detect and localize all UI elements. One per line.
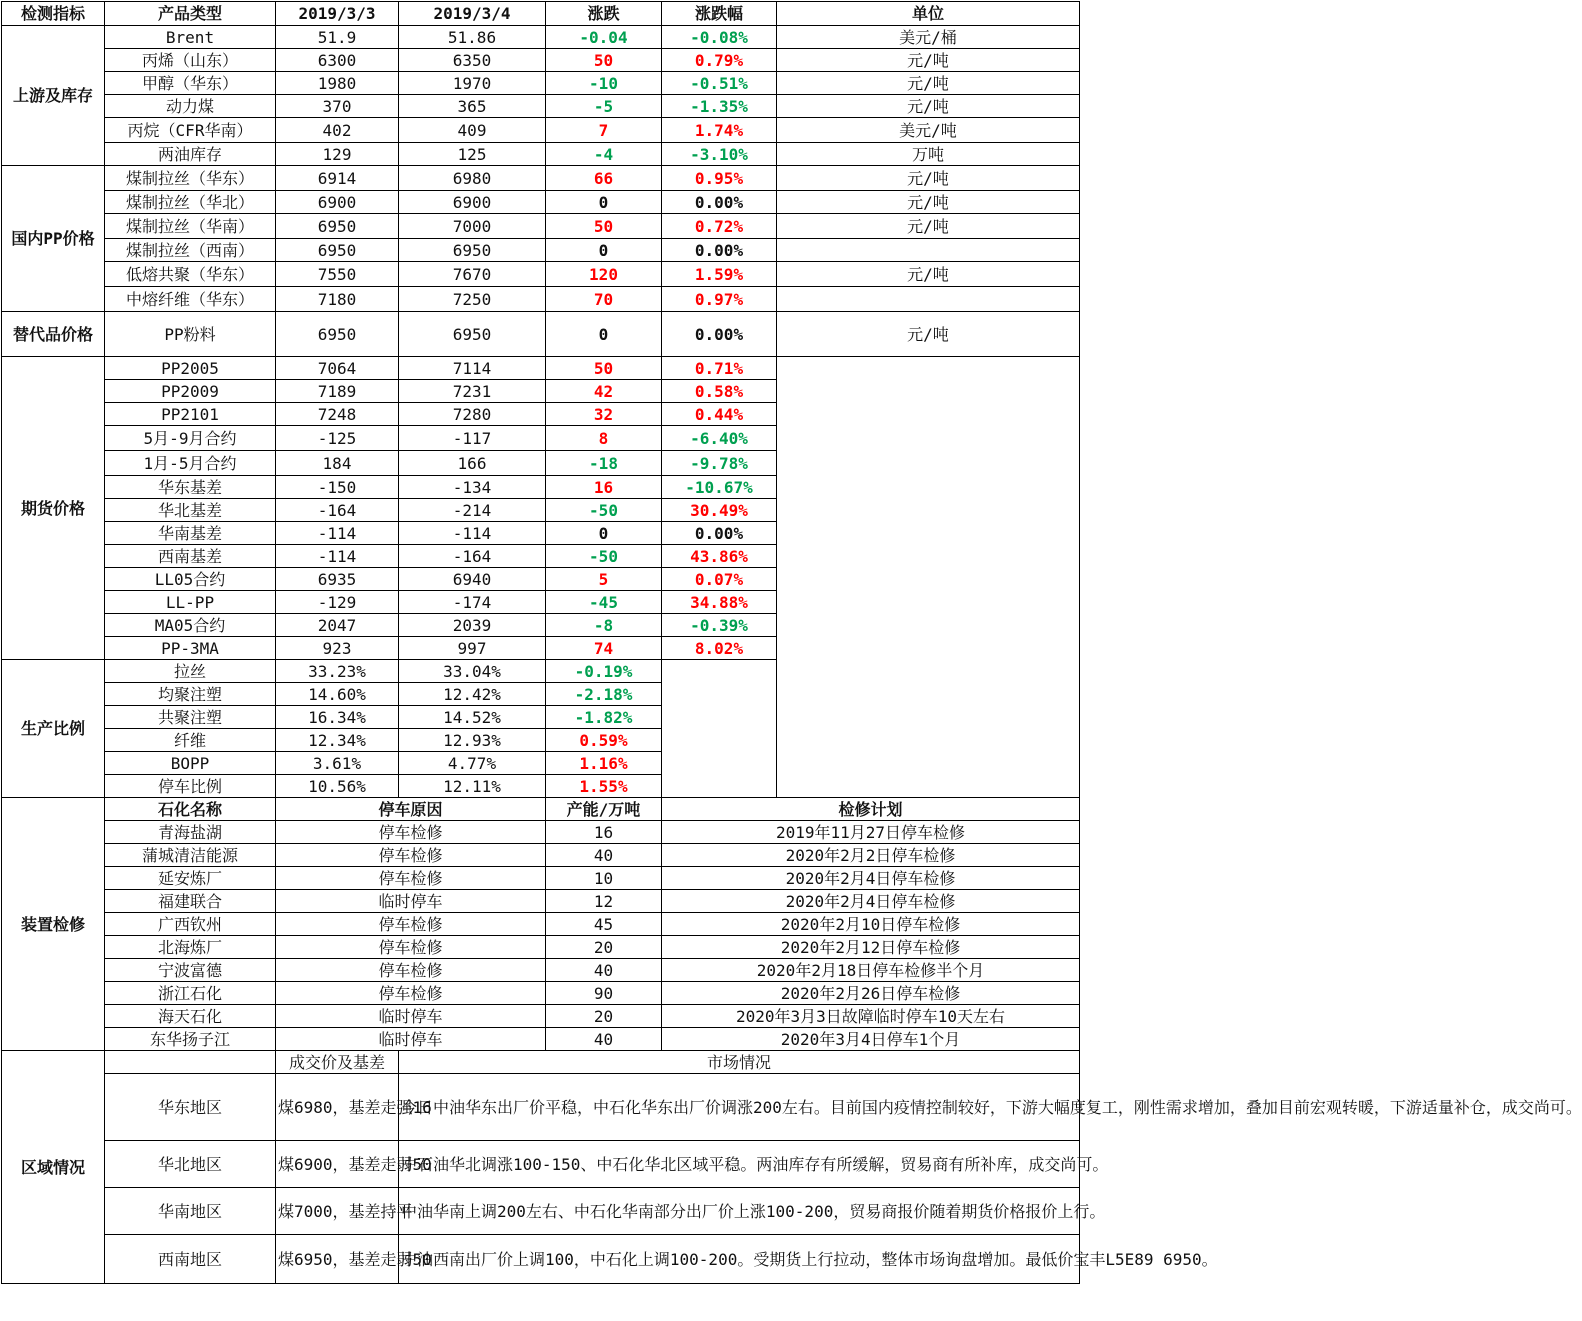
- product-name: PP-3MA: [105, 637, 276, 660]
- change-value: 1.55%: [546, 775, 662, 798]
- change-pct: -0.39%: [662, 614, 777, 637]
- value-date-2: 125: [399, 143, 546, 166]
- change-value: 32: [546, 403, 662, 426]
- change-pct: -0.08%: [662, 26, 777, 49]
- region-row: [2, 1074, 1080, 1141]
- value-date-2: 166: [399, 451, 546, 476]
- value-date-2: 6350: [399, 49, 546, 72]
- data-row: [2, 287, 1080, 312]
- unit-cell: 美元/吨: [777, 118, 1080, 143]
- shutdown-reason: 停车检修: [276, 936, 546, 959]
- change-value: 0: [546, 522, 662, 545]
- plant-name: 宁波富德: [105, 959, 276, 982]
- capacity: 40: [546, 959, 662, 982]
- change-value: 0: [546, 191, 662, 214]
- value-date-1: -150: [276, 476, 399, 499]
- maintenance-plan: 2019年11月27日停车检修: [662, 821, 1080, 844]
- region-name: 华东地区: [105, 1074, 276, 1141]
- value-date-1: 1980: [276, 72, 399, 95]
- category-cell: 替代品价格: [2, 312, 105, 357]
- plant-name: 福建联合: [105, 890, 276, 913]
- maint-header-reason: 停车原因: [276, 798, 546, 821]
- change-value: 50: [546, 214, 662, 239]
- empty-pct-cell: [662, 660, 777, 798]
- empty-unit-cell: [777, 357, 1080, 798]
- capacity: 40: [546, 844, 662, 867]
- value-date-1: -164: [276, 499, 399, 522]
- data-row: [2, 357, 1080, 380]
- product-name: 1月-5月合约: [105, 451, 276, 476]
- change-value: 0: [546, 239, 662, 262]
- maintenance-plan: 2020年3月3日故障临时停车10天左右: [662, 1005, 1080, 1028]
- value-date-1: -114: [276, 522, 399, 545]
- value-date-2: -174: [399, 591, 546, 614]
- category-cell: 生产比例: [2, 660, 105, 798]
- change-pct: -1.35%: [662, 95, 777, 118]
- change-pct: 8.02%: [662, 637, 777, 660]
- change-value: 50: [546, 49, 662, 72]
- change-value: -0.19%: [546, 660, 662, 683]
- shutdown-reason: 临时停车: [276, 890, 546, 913]
- value-date-2: 7114: [399, 357, 546, 380]
- change-value: 5: [546, 568, 662, 591]
- header-date-2: 2019/3/4: [399, 2, 546, 26]
- header-indicator: 检测指标: [2, 2, 105, 26]
- capacity: 90: [546, 982, 662, 1005]
- product-name: 煤制拉丝（华南）: [105, 214, 276, 239]
- data-row: [2, 26, 1080, 49]
- maintenance-plan: 2020年2月4日停车检修: [662, 867, 1080, 890]
- value-date-1: 129: [276, 143, 399, 166]
- unit-cell: 元/吨: [777, 166, 1080, 191]
- product-name: 华东基差: [105, 476, 276, 499]
- region-row: [2, 1235, 1080, 1284]
- value-date-1: -129: [276, 591, 399, 614]
- region-row: [2, 1188, 1080, 1235]
- value-date-1: 6300: [276, 49, 399, 72]
- change-pct: 0.79%: [662, 49, 777, 72]
- value-date-1: -114: [276, 545, 399, 568]
- unit-cell: 元/吨: [777, 191, 1080, 214]
- maint-row: [2, 890, 1080, 913]
- change-value: 7: [546, 118, 662, 143]
- change-pct: -3.10%: [662, 143, 777, 166]
- change-pct: -6.40%: [662, 426, 777, 451]
- product-name: 共聚注塑: [105, 706, 276, 729]
- change-value: 42: [546, 380, 662, 403]
- value-date-1: 12.34%: [276, 729, 399, 752]
- change-pct: 0.00%: [662, 191, 777, 214]
- product-name: 华南基差: [105, 522, 276, 545]
- value-date-2: 997: [399, 637, 546, 660]
- capacity: 16: [546, 821, 662, 844]
- value-date-1: 10.56%: [276, 775, 399, 798]
- product-name: 停车比例: [105, 775, 276, 798]
- value-date-2: 12.42%: [399, 683, 546, 706]
- shutdown-reason: 停车检修: [276, 913, 546, 936]
- region-header-price: 成交价及基差: [276, 1051, 399, 1074]
- change-value: 8: [546, 426, 662, 451]
- maint-row: [2, 936, 1080, 959]
- region-price-basis: 煤7000，基差持平: [276, 1188, 399, 1235]
- plant-name: 浙江石化: [105, 982, 276, 1005]
- change-value: 66: [546, 166, 662, 191]
- change-value: 74: [546, 637, 662, 660]
- capacity: 20: [546, 936, 662, 959]
- change-value: 0: [546, 312, 662, 357]
- region-header-market: 市场情况: [399, 1051, 1080, 1074]
- value-date-2: 6900: [399, 191, 546, 214]
- plant-name: 延安炼厂: [105, 867, 276, 890]
- change-value: -50: [546, 545, 662, 568]
- data-row: [2, 262, 1080, 287]
- maint-row: [2, 959, 1080, 982]
- data-row: [2, 72, 1080, 95]
- maintenance-plan: 2020年2月18日停车检修半个月: [662, 959, 1080, 982]
- value-date-2: 6950: [399, 312, 546, 357]
- value-date-2: 409: [399, 118, 546, 143]
- shutdown-reason: 停车检修: [276, 821, 546, 844]
- product-name: LL-PP: [105, 591, 276, 614]
- region-header-blank: [105, 1051, 276, 1074]
- value-date-1: 402: [276, 118, 399, 143]
- category-cell: 国内PP价格: [2, 166, 105, 312]
- capacity: 12: [546, 890, 662, 913]
- category-cell: 期货价格: [2, 357, 105, 660]
- value-date-2: 14.52%: [399, 706, 546, 729]
- value-date-1: 51.9: [276, 26, 399, 49]
- change-value: -4: [546, 143, 662, 166]
- product-name: 动力煤: [105, 95, 276, 118]
- capacity: 45: [546, 913, 662, 936]
- change-pct: 0.97%: [662, 287, 777, 312]
- plant-name: 广西钦州: [105, 913, 276, 936]
- region-market-text: 中石油华北调涨100-150、中石化华北区域平稳。两油库存有所缓解，贸易商有所补库，成交尚可。: [399, 1141, 1080, 1188]
- product-name: 低熔共聚（华东）: [105, 262, 276, 287]
- region-market-text: 中油西南出厂价上调100，中石化上调100-200。受期货上行拉动，整体市场询盘增加。最低价宝丰L5E89 6950。: [399, 1235, 1080, 1284]
- data-row: [2, 49, 1080, 72]
- plant-name: 北海炼厂: [105, 936, 276, 959]
- shutdown-reason: 停车检修: [276, 982, 546, 1005]
- unit-cell: 美元/桶: [777, 26, 1080, 49]
- region-market-text: 中油华南上调200左右、中石化华南部分出厂价上涨100-200，贸易商报价随着期货价格报价上行。: [399, 1188, 1080, 1235]
- change-pct: 0.72%: [662, 214, 777, 239]
- change-pct: 1.59%: [662, 262, 777, 287]
- change-pct: 0.00%: [662, 312, 777, 357]
- region-row: [2, 1141, 1080, 1188]
- change-pct: -0.51%: [662, 72, 777, 95]
- product-name: 纤维: [105, 729, 276, 752]
- value-date-2: 12.93%: [399, 729, 546, 752]
- change-value: -45: [546, 591, 662, 614]
- value-date-1: 6950: [276, 214, 399, 239]
- value-date-2: 6940: [399, 568, 546, 591]
- value-date-1: 923: [276, 637, 399, 660]
- change-value: -0.04: [546, 26, 662, 49]
- change-value: 1.16%: [546, 752, 662, 775]
- value-date-1: 33.23%: [276, 660, 399, 683]
- plant-name: 东华扬子江: [105, 1028, 276, 1051]
- change-value: -18: [546, 451, 662, 476]
- category-cell: 上游及库存: [2, 26, 105, 166]
- maintenance-plan: 2020年2月4日停车检修: [662, 890, 1080, 913]
- value-date-2: -134: [399, 476, 546, 499]
- change-value: -10: [546, 72, 662, 95]
- product-name: 华北基差: [105, 499, 276, 522]
- change-pct: 30.49%: [662, 499, 777, 522]
- product-name: 煤制拉丝（华东）: [105, 166, 276, 191]
- maint-header-name: 石化名称: [105, 798, 276, 821]
- product-name: MA05合约: [105, 614, 276, 637]
- region-header-row: [2, 1051, 1080, 1074]
- value-date-2: -114: [399, 522, 546, 545]
- value-date-2: 365: [399, 95, 546, 118]
- product-name: 西南基差: [105, 545, 276, 568]
- product-name: PP2009: [105, 380, 276, 403]
- product-name: BOPP: [105, 752, 276, 775]
- value-date-2: 4.77%: [399, 752, 546, 775]
- maint-row: [2, 913, 1080, 936]
- data-row: [2, 143, 1080, 166]
- change-value: 50: [546, 357, 662, 380]
- value-date-2: 6950: [399, 239, 546, 262]
- change-value: 16: [546, 476, 662, 499]
- change-pct: 0.58%: [662, 380, 777, 403]
- value-date-1: 2047: [276, 614, 399, 637]
- value-date-2: 6980: [399, 166, 546, 191]
- unit-cell: 元/吨: [777, 214, 1080, 239]
- value-date-2: -117: [399, 426, 546, 451]
- value-date-1: 6935: [276, 568, 399, 591]
- maint-row: [2, 982, 1080, 1005]
- product-name: 均聚注塑: [105, 683, 276, 706]
- plant-name: 海天石化: [105, 1005, 276, 1028]
- product-name: 拉丝: [105, 660, 276, 683]
- region-price-basis: 煤6980，基差走强16: [276, 1074, 399, 1141]
- unit-cell: 元/吨: [777, 312, 1080, 357]
- value-date-1: 7550: [276, 262, 399, 287]
- unit-cell: [777, 287, 1080, 312]
- maint-row: [2, 867, 1080, 890]
- change-pct: 0.00%: [662, 239, 777, 262]
- product-name: LL05合约: [105, 568, 276, 591]
- value-date-2: -214: [399, 499, 546, 522]
- maintenance-plan: 2020年2月12日停车检修: [662, 936, 1080, 959]
- value-date-1: 3.61%: [276, 752, 399, 775]
- product-name: PP粉料: [105, 312, 276, 357]
- shutdown-reason: 临时停车: [276, 1028, 546, 1051]
- change-value: -50: [546, 499, 662, 522]
- value-date-2: 7280: [399, 403, 546, 426]
- data-row: [2, 166, 1080, 191]
- category-cell: 区域情况: [2, 1051, 105, 1284]
- change-value: -2.18%: [546, 683, 662, 706]
- product-name: 煤制拉丝（华北）: [105, 191, 276, 214]
- product-name: 5月-9月合约: [105, 426, 276, 451]
- category-cell: 装置检修: [2, 798, 105, 1051]
- value-date-1: 6950: [276, 239, 399, 262]
- value-date-1: 6914: [276, 166, 399, 191]
- maintenance-plan: 2020年2月2日停车检修: [662, 844, 1080, 867]
- value-date-1: 7248: [276, 403, 399, 426]
- change-pct: 0.95%: [662, 166, 777, 191]
- value-date-2: 7250: [399, 287, 546, 312]
- maint-header-plan: 检修计划: [662, 798, 1080, 821]
- value-date-2: 7000: [399, 214, 546, 239]
- change-value: 0.59%: [546, 729, 662, 752]
- region-name: 华北地区: [105, 1141, 276, 1188]
- value-date-1: 14.60%: [276, 683, 399, 706]
- value-date-1: -125: [276, 426, 399, 451]
- value-date-2: 1970: [399, 72, 546, 95]
- product-name: PP2101: [105, 403, 276, 426]
- shutdown-reason: 停车检修: [276, 959, 546, 982]
- maint-row: [2, 1005, 1080, 1028]
- data-row: [2, 118, 1080, 143]
- change-value: -1.82%: [546, 706, 662, 729]
- maint-header-row: [2, 798, 1080, 821]
- product-name: 甲醇（华东）: [105, 72, 276, 95]
- change-pct: 1.74%: [662, 118, 777, 143]
- change-pct: 34.88%: [662, 591, 777, 614]
- capacity: 20: [546, 1005, 662, 1028]
- change-value: 120: [546, 262, 662, 287]
- product-name: 中熔纤维（华东）: [105, 287, 276, 312]
- value-date-1: 16.34%: [276, 706, 399, 729]
- region-price-basis: 煤6950，基差走弱50: [276, 1235, 399, 1284]
- unit-cell: 万吨: [777, 143, 1080, 166]
- data-row: [2, 312, 1080, 357]
- region-name: 西南地区: [105, 1235, 276, 1284]
- value-date-1: 6950: [276, 312, 399, 357]
- maint-row: [2, 1028, 1080, 1051]
- value-date-2: 33.04%: [399, 660, 546, 683]
- header-row: [2, 2, 1080, 26]
- product-name: 煤制拉丝（西南）: [105, 239, 276, 262]
- product-name: 丙烷（CFR华南）: [105, 118, 276, 143]
- maint-row: [2, 821, 1080, 844]
- change-pct: -9.78%: [662, 451, 777, 476]
- product-name: 两油库存: [105, 143, 276, 166]
- change-value: 70: [546, 287, 662, 312]
- change-pct: -10.67%: [662, 476, 777, 499]
- value-date-2: 12.11%: [399, 775, 546, 798]
- data-row: [2, 95, 1080, 118]
- change-pct: 0.07%: [662, 568, 777, 591]
- change-pct: 0.00%: [662, 522, 777, 545]
- shutdown-reason: 停车检修: [276, 844, 546, 867]
- product-name: PP2005: [105, 357, 276, 380]
- value-date-2: -164: [399, 545, 546, 568]
- header-product: 产品类型: [105, 2, 276, 26]
- maint-header-capacity: 产能/万吨: [546, 798, 662, 821]
- value-date-2: 51.86: [399, 26, 546, 49]
- value-date-1: 370: [276, 95, 399, 118]
- region-name: 华南地区: [105, 1188, 276, 1235]
- capacity: 40: [546, 1028, 662, 1051]
- maintenance-plan: 2020年2月26日停车检修: [662, 982, 1080, 1005]
- value-date-1: 7180: [276, 287, 399, 312]
- header-change-pct: 涨跌幅: [662, 2, 777, 26]
- maint-row: [2, 844, 1080, 867]
- value-date-1: 7064: [276, 357, 399, 380]
- value-date-1: 184: [276, 451, 399, 476]
- pp-market-report-table: [1, 1, 1582, 1284]
- data-row: [2, 191, 1080, 214]
- header-change: 涨跌: [546, 2, 662, 26]
- header-unit: 单位: [777, 2, 1080, 26]
- value-date-1: 7189: [276, 380, 399, 403]
- value-date-2: 7231: [399, 380, 546, 403]
- change-pct: 0.71%: [662, 357, 777, 380]
- plant-name: 蒲城清洁能源: [105, 844, 276, 867]
- unit-cell: 元/吨: [777, 262, 1080, 287]
- change-pct: 43.86%: [662, 545, 777, 568]
- product-name: Brent: [105, 26, 276, 49]
- change-value: -8: [546, 614, 662, 637]
- capacity: 10: [546, 867, 662, 890]
- change-value: -5: [546, 95, 662, 118]
- region-price-basis: 煤6900，基差走弱50: [276, 1141, 399, 1188]
- product-name: 丙烯（山东）: [105, 49, 276, 72]
- maintenance-plan: 2020年2月10日停车检修: [662, 913, 1080, 936]
- unit-cell: 元/吨: [777, 72, 1080, 95]
- unit-cell: 元/吨: [777, 49, 1080, 72]
- maintenance-plan: 2020年3月4日停车1个月: [662, 1028, 1080, 1051]
- unit-cell: 元/吨: [777, 95, 1080, 118]
- unit-cell: [777, 239, 1080, 262]
- shutdown-reason: 临时停车: [276, 1005, 546, 1028]
- data-row: [2, 214, 1080, 239]
- value-date-2: 2039: [399, 614, 546, 637]
- header-date-1: 2019/3/3: [276, 2, 399, 26]
- value-date-2: 7670: [399, 262, 546, 287]
- change-pct: 0.44%: [662, 403, 777, 426]
- data-row: [2, 239, 1080, 262]
- shutdown-reason: 停车检修: [276, 867, 546, 890]
- region-market-text: 今日中油华东出厂价平稳，中石化华东出厂价调涨200左右。目前国内疫情控制较好，下游大幅度复工，刚性需求增加，叠加目前宏观转暖，下游适量补仓，成交尚可。: [399, 1074, 1080, 1141]
- plant-name: 青海盐湖: [105, 821, 276, 844]
- value-date-1: 6900: [276, 191, 399, 214]
